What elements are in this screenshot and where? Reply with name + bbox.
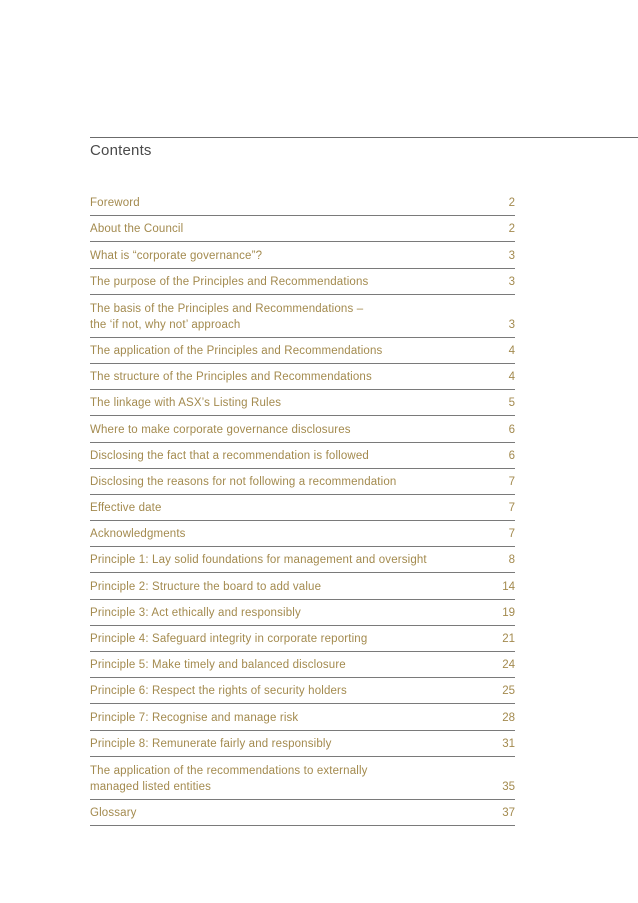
top-rule: [90, 137, 638, 138]
toc-entry-page: 7: [508, 475, 515, 488]
toc-entry-page: 6: [508, 449, 515, 462]
toc-entry-page: 3: [508, 318, 515, 331]
toc-entry-principle-8[interactable]: [90, 731, 515, 757]
toc-entry-title: Acknowledgments: [90, 528, 186, 541]
toc-entry-title: Effective date: [90, 502, 162, 515]
toc-entry-principle-7[interactable]: [90, 704, 515, 730]
toc-entry-application[interactable]: [90, 338, 515, 364]
toc-entry-title: The linkage with ASX’s Listing Rules: [90, 397, 282, 410]
table-of-contents: [90, 190, 515, 826]
toc-entry-page: 2: [508, 223, 515, 236]
toc-entry-title: What is “corporate governance”?: [90, 249, 263, 262]
toc-entry-title: The structure of the Principles and Recommendations: [90, 371, 372, 384]
toc-entry-title: The purpose of the Principles and Recommendations: [90, 275, 369, 288]
toc-entry-page: 24: [502, 659, 515, 672]
toc-entry-corporate-governance[interactable]: [90, 242, 515, 268]
toc-entry-page: 28: [502, 711, 515, 724]
toc-entry-page: 4: [508, 344, 515, 357]
toc-entry-principle-5[interactable]: [90, 652, 515, 678]
toc-entry-page: 25: [502, 685, 515, 698]
toc-entry-page: 8: [508, 554, 515, 567]
toc-entry-about-the-council[interactable]: [90, 216, 515, 242]
toc-entry-where-to-disclose[interactable]: [90, 416, 515, 442]
toc-entry-title: Foreword: [90, 197, 140, 210]
toc-entry-foreword[interactable]: [90, 190, 515, 216]
toc-entry-page: 31: [502, 737, 515, 750]
toc-entry-structure[interactable]: [90, 364, 515, 390]
toc-entry-title: Principle 5: Make timely and balanced disclosure: [90, 659, 346, 672]
toc-entry-principle-1[interactable]: [90, 547, 515, 573]
toc-entry-title: Principle 8: Remunerate fairly and responsibly: [90, 737, 332, 750]
toc-entry-title: Where to make corporate governance disclosures: [90, 423, 351, 436]
toc-entry-principle-4[interactable]: [90, 626, 515, 652]
toc-entry-page: 7: [508, 528, 515, 541]
toc-entry-purpose[interactable]: [90, 269, 515, 295]
toc-entry-title: Glossary: [90, 806, 137, 819]
toc-entry-principle-2[interactable]: [90, 573, 515, 599]
toc-entry-page: 21: [502, 633, 515, 645]
toc-entry-page: 7: [508, 502, 515, 515]
toc-entry-principle-6[interactable]: [90, 678, 515, 704]
toc-entry-disclosing-followed[interactable]: [90, 443, 515, 469]
toc-entry-page: 6: [508, 423, 515, 436]
toc-entry-page: 37: [502, 806, 515, 819]
toc-entry-page: 2: [508, 197, 515, 210]
toc-entry-page: 3: [508, 275, 515, 288]
toc-entry-title: Principle 3: Act ethically and responsibly: [90, 606, 301, 619]
toc-entry-title: Principle 7: Recognise and manage risk: [90, 711, 299, 724]
toc-entry-page: 5: [508, 397, 515, 410]
toc-entry-acknowledgments[interactable]: [90, 521, 515, 547]
toc-entry-page: 35: [502, 780, 515, 793]
toc-entry-title: The application of the recommendations to externally managed listed entities: [90, 764, 368, 793]
toc-entry-effective-date[interactable]: [90, 495, 515, 521]
toc-entry-title: Disclosing the fact that a recommendation is followed: [90, 449, 369, 462]
toc-entry-page: 4: [508, 371, 515, 384]
toc-entry-externally-managed[interactable]: [90, 757, 515, 800]
toc-entry-title: Principle 6: Respect the rights of security holders: [90, 685, 347, 698]
toc-entry-title: The basis of the Principles and Recommendations – the ‘if not, why not’ approach: [90, 302, 364, 331]
toc-entry-title: Principle 4: Safeguard integrity in corporate reporting: [90, 633, 368, 645]
toc-entry-basis[interactable]: [90, 295, 515, 338]
toc-entry-title: About the Council: [90, 223, 184, 236]
toc-entry-title: Disclosing the reasons for not following a recommendation: [90, 475, 397, 488]
toc-entry-page: 3: [508, 249, 515, 262]
toc-entry-page: 14: [502, 580, 515, 593]
toc-entry-title: The application of the Principles and Recommendations: [90, 344, 383, 357]
toc-entry-glossary[interactable]: [90, 800, 515, 826]
toc-entry-page: 19: [502, 606, 515, 619]
toc-entry-title: Principle 1: Lay solid foundations for management and oversight: [90, 554, 427, 567]
toc-entry-title: Principle 2: Structure the board to add value: [90, 580, 322, 593]
toc-entry-principle-3[interactable]: [90, 600, 515, 626]
toc-entry-disclosing-reasons[interactable]: [90, 469, 515, 495]
toc-entry-listing-rules[interactable]: [90, 390, 515, 416]
page-title: Contents: [90, 142, 152, 159]
